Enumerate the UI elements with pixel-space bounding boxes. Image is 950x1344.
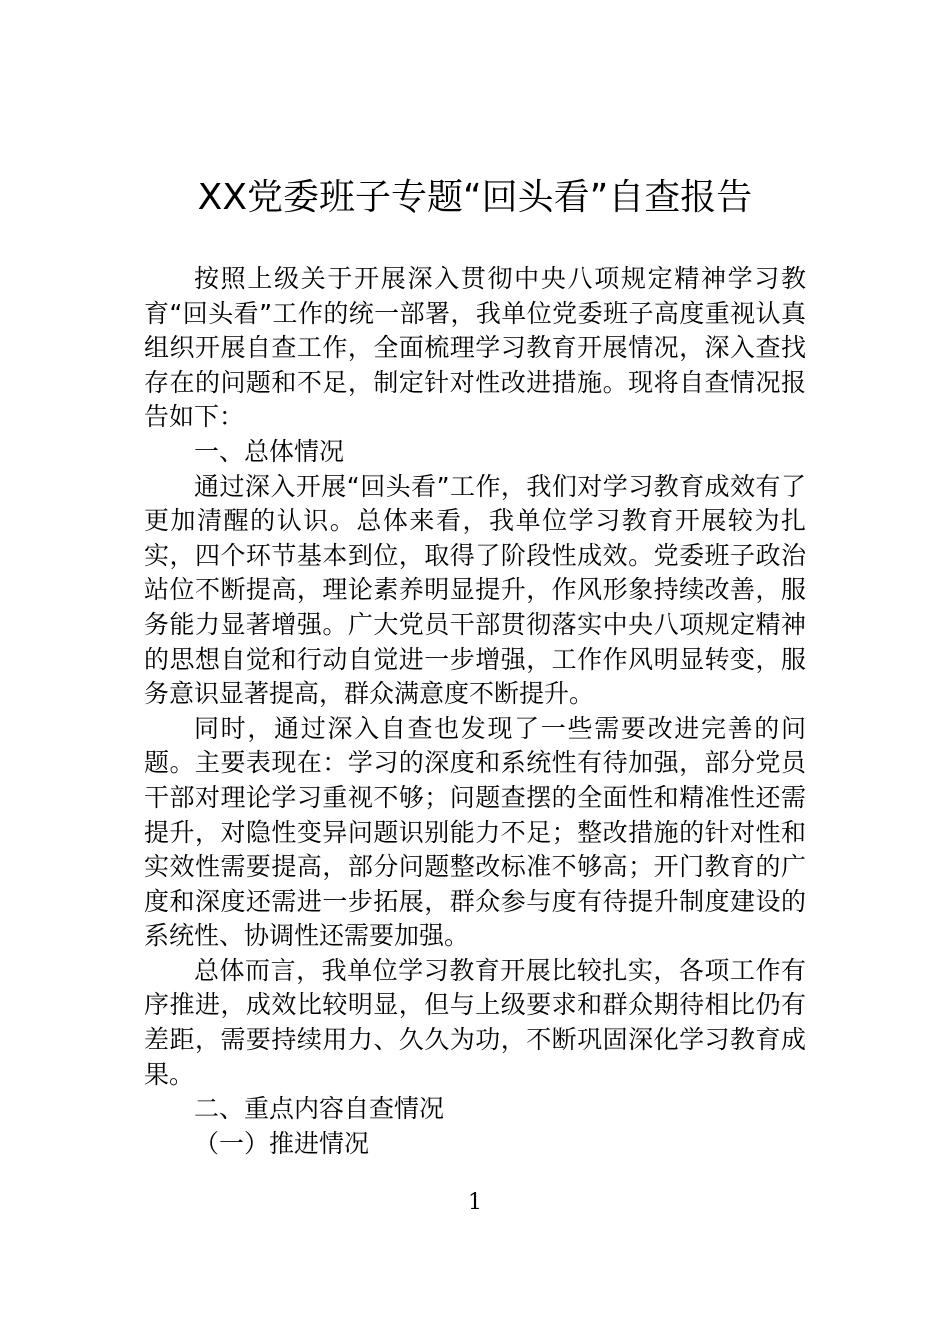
paragraph-problems: 同时，通过深入自查也发现了一些需要改进完善的问题。主要表现在：学习的深度和系统性有待加强，部分党员干部对理论学习重视不够；问题查摆的全面性和精准性还需提升，对隐性变异问题识别能力不足；整改措施的针对性和实效性需要提高，部分问题整改标准不够高；开门教育的广度和深度还需进一步拓展，群众参与度有待提升制度建设的系统性、协调性还需要加强。 [144,713,806,951]
paragraph-overall: 通过深入开展“回头看”工作，我们对学习教育成效有了更加清醒的认识。总体来看，我单位学习教育开展较为扎实，四个环节基本到位，取得了阶段性成效。党委班子政治站位不断提高，理论素养明显提升，作风形象持续改善，服务能力显著增强。广大党员干部贯彻落实中央八项规定精神的思想自觉和行动自觉进一步增强，工作作风明显转变，服务意识显著提高，群众满意度不断提升。 [144,471,806,709]
section-heading-2: 二、重点内容自查情况 [194,1094,445,1124]
subsection-heading-1: （一）推进情况 [194,1128,370,1158]
paragraph-intro: 按照上级关于开展深入贯彻中央八项规定精神学习教育“回头看”工作的统一部署，我单位党委班子高度重视认真组织开展自查工作，全面梳理学习教育开展情况，深入查找存在的问题和不足，制定针对性改进措施。现将自查情况报告如下： [144,264,806,432]
page-number: 1 [468,1190,482,1215]
document-title: XX党委班子专题“回头看”自查报告 [197,177,753,218]
paragraph-summary: 总体而言，我单位学习教育开展比较扎实，各项工作有序推进，成效比较明显，但与上级要求和群众期待相比仍有差距，需要持续用力、久久为功，不断巩固深化学习教育成果。 [144,955,806,1089]
document-body [144,262,806,1161]
section-heading-1: 一、总体情况 [194,436,345,466]
